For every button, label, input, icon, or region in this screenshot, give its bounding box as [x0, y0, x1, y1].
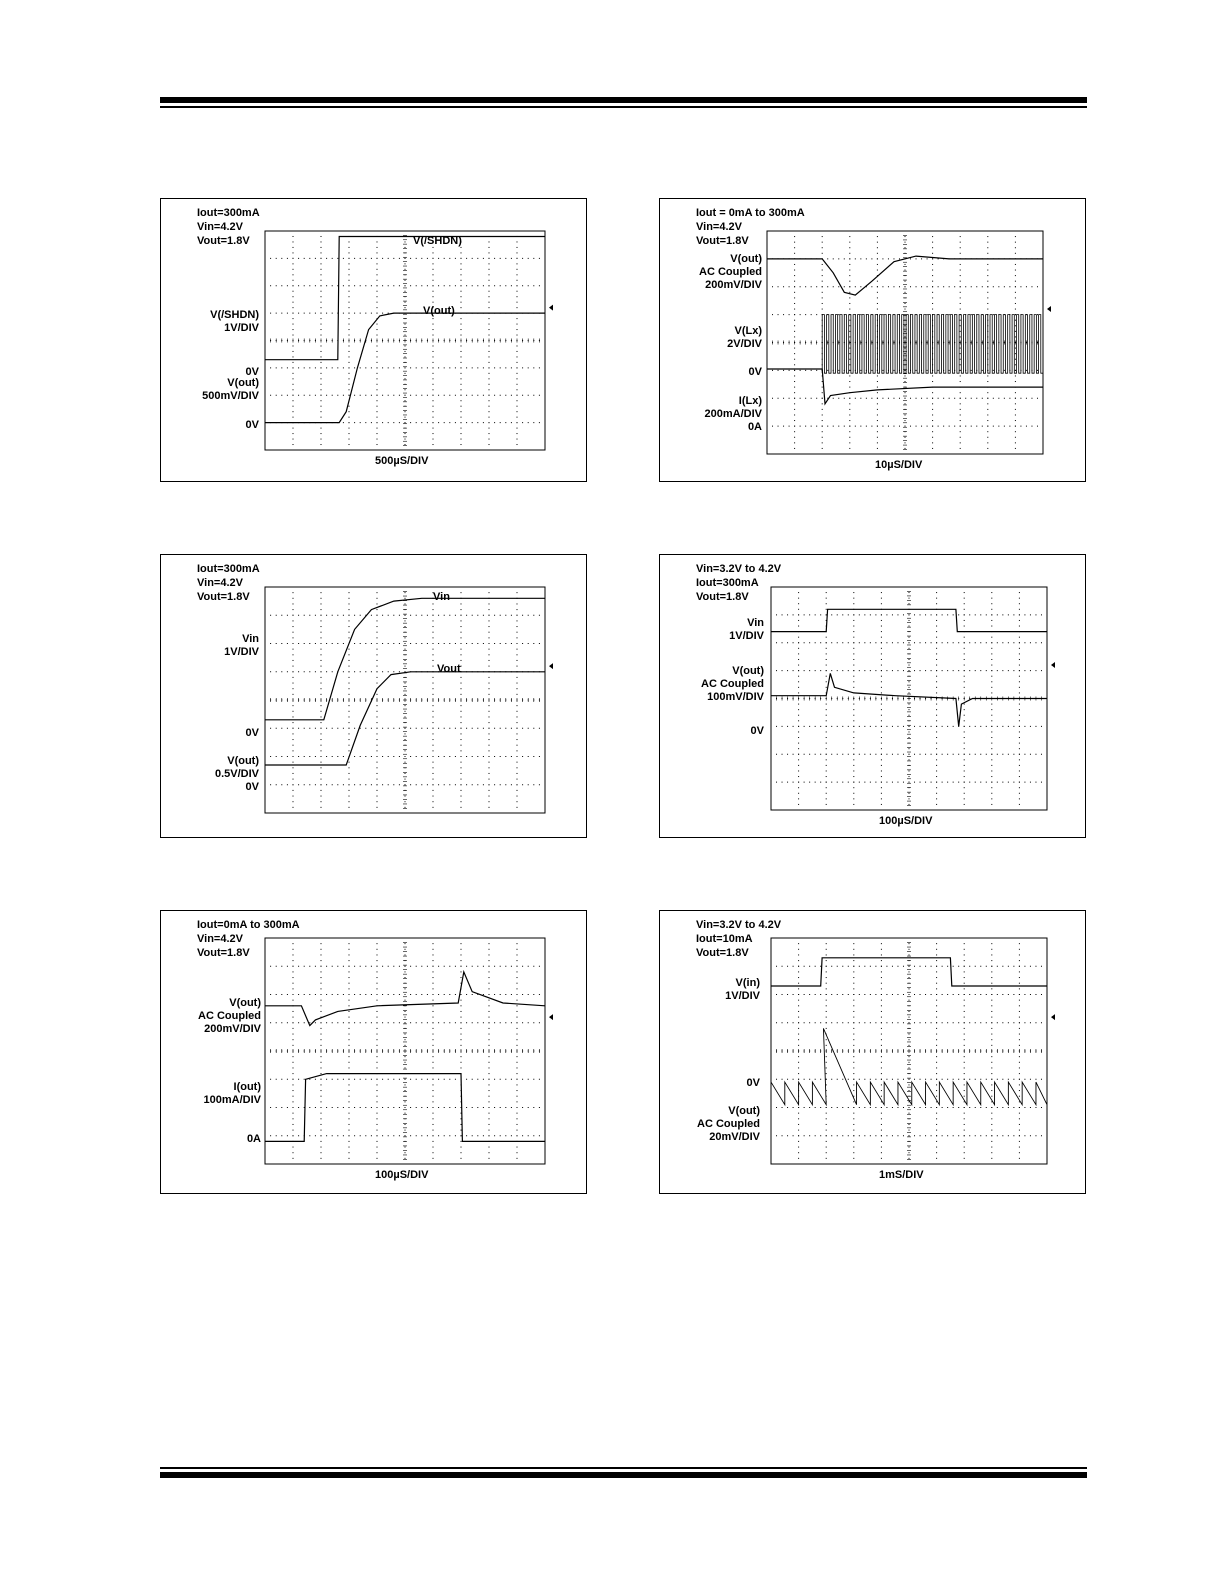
trigger-level-marker [549, 1014, 553, 1020]
scope-panel-2 [659, 198, 1086, 482]
channel-label: 1V/DIV [224, 322, 259, 334]
channel-label: 1V/DIV [729, 630, 764, 642]
top-rule-thick [160, 97, 1087, 103]
trace-label: Vout [437, 663, 461, 675]
condition-label: Vin=4.2V [197, 577, 243, 589]
condition-label: Vin=3.2V to 4.2V [696, 919, 782, 931]
channel-label: I(out) [233, 1081, 261, 1093]
trace-label: V(/SHDN) [413, 235, 462, 247]
channel-label: 0V [245, 366, 259, 378]
timebase-label: 10µS/DIV [875, 459, 923, 471]
timebase-label: 500µS/DIV [375, 455, 429, 467]
condition-label: Vin=4.2V [696, 221, 742, 233]
condition-label: Iout=300mA [197, 207, 260, 219]
condition-label: Vout=1.8V [197, 591, 250, 603]
scope-panel-5 [160, 910, 587, 1194]
scope-panel-3 [160, 554, 587, 838]
condition-label: Iout = 0mA to 300mA [696, 207, 805, 219]
channel-label: V(out) [227, 755, 259, 767]
channel-label: 200mA/DIV [704, 408, 762, 420]
channel-label: 1V/DIV [224, 646, 259, 658]
condition-label: Vin=4.2V [197, 221, 243, 233]
scope-panel-4 [659, 554, 1086, 838]
timebase-label: 100µS/DIV [879, 815, 933, 827]
trace-label: V(out) [423, 305, 455, 317]
grid-dots [265, 231, 546, 451]
grid-dots [771, 938, 1048, 1165]
grid-dots [767, 231, 1044, 455]
trace-label: Vin [433, 591, 450, 603]
channel-label: 20mV/DIV [709, 1131, 760, 1143]
trigger-level-marker [1051, 1014, 1055, 1020]
trace-switching [822, 315, 1043, 374]
channel-label: V(out) [227, 377, 259, 389]
channel-label: 0V [245, 419, 259, 431]
channel-label: 0.5V/DIV [214, 768, 259, 780]
condition-label: Vin=3.2V to 4.2V [696, 563, 782, 575]
channel-label: AC Coupled [198, 1010, 261, 1022]
channel-label: V(out) [728, 1105, 760, 1117]
channel-label: V(/SHDN) [210, 309, 259, 321]
timebase-label: 100µS/DIV [375, 1169, 429, 1181]
condition-label: Iout=0mA to 300mA [197, 919, 300, 931]
condition-label: Vout=1.8V [696, 947, 749, 959]
channel-label: 500mV/DIV [202, 390, 259, 402]
condition-label: Vout=1.8V [696, 235, 749, 247]
scope-panel-1 [160, 198, 587, 482]
grid-dots [265, 938, 546, 1165]
channel-label: Vin [242, 633, 259, 645]
channel-label: 200mV/DIV [705, 279, 762, 291]
scope-panel-6 [659, 910, 1086, 1194]
channel-label: Vin [747, 617, 764, 629]
channel-label: 0V [245, 727, 259, 739]
bottom-rule-thin [160, 1467, 1087, 1469]
channel-label: 0V [748, 366, 762, 378]
channel-label: AC Coupled [699, 266, 762, 278]
condition-label: Iout=300mA [197, 563, 260, 575]
condition-label: Vout=1.8V [197, 947, 250, 959]
bottom-rule-thick [160, 1472, 1087, 1478]
channel-label: 1V/DIV [725, 990, 760, 1002]
channel-label: 2V/DIV [727, 338, 762, 350]
condition-label: Vout=1.8V [696, 591, 749, 603]
channel-label: I(Lx) [738, 395, 762, 407]
condition-label: Vin=4.2V [197, 933, 243, 945]
condition-label: Vout=1.8V [197, 235, 250, 247]
channel-label: 0A [747, 421, 762, 433]
channel-label: AC Coupled [701, 678, 764, 690]
channel-label: 100mV/DIV [707, 691, 764, 703]
channel-label: V(out) [229, 997, 261, 1009]
trigger-level-marker [1047, 306, 1051, 312]
channel-label: V(out) [732, 665, 764, 677]
trigger-level-marker [549, 663, 553, 669]
top-rule-thin [160, 106, 1087, 108]
channel-label: 0A [246, 1133, 261, 1145]
condition-label: Iout=10mA [696, 933, 753, 945]
channel-label: V(in) [735, 977, 760, 989]
channel-label: 0V [750, 725, 764, 737]
channel-label: 0V [245, 781, 259, 793]
channel-label: 100mA/DIV [203, 1094, 261, 1106]
grid-dots [265, 587, 546, 814]
channel-label: 0V [746, 1077, 760, 1089]
trigger-level-marker [1051, 662, 1055, 668]
channel-label: AC Coupled [697, 1118, 760, 1130]
trigger-level-marker [549, 305, 553, 311]
channel-label: V(out) [730, 253, 762, 265]
channel-label: V(Lx) [734, 325, 762, 337]
condition-label: Iout=300mA [696, 577, 759, 589]
timebase-label: 1mS/DIV [879, 1169, 924, 1181]
channel-label: 200mV/DIV [204, 1023, 261, 1035]
